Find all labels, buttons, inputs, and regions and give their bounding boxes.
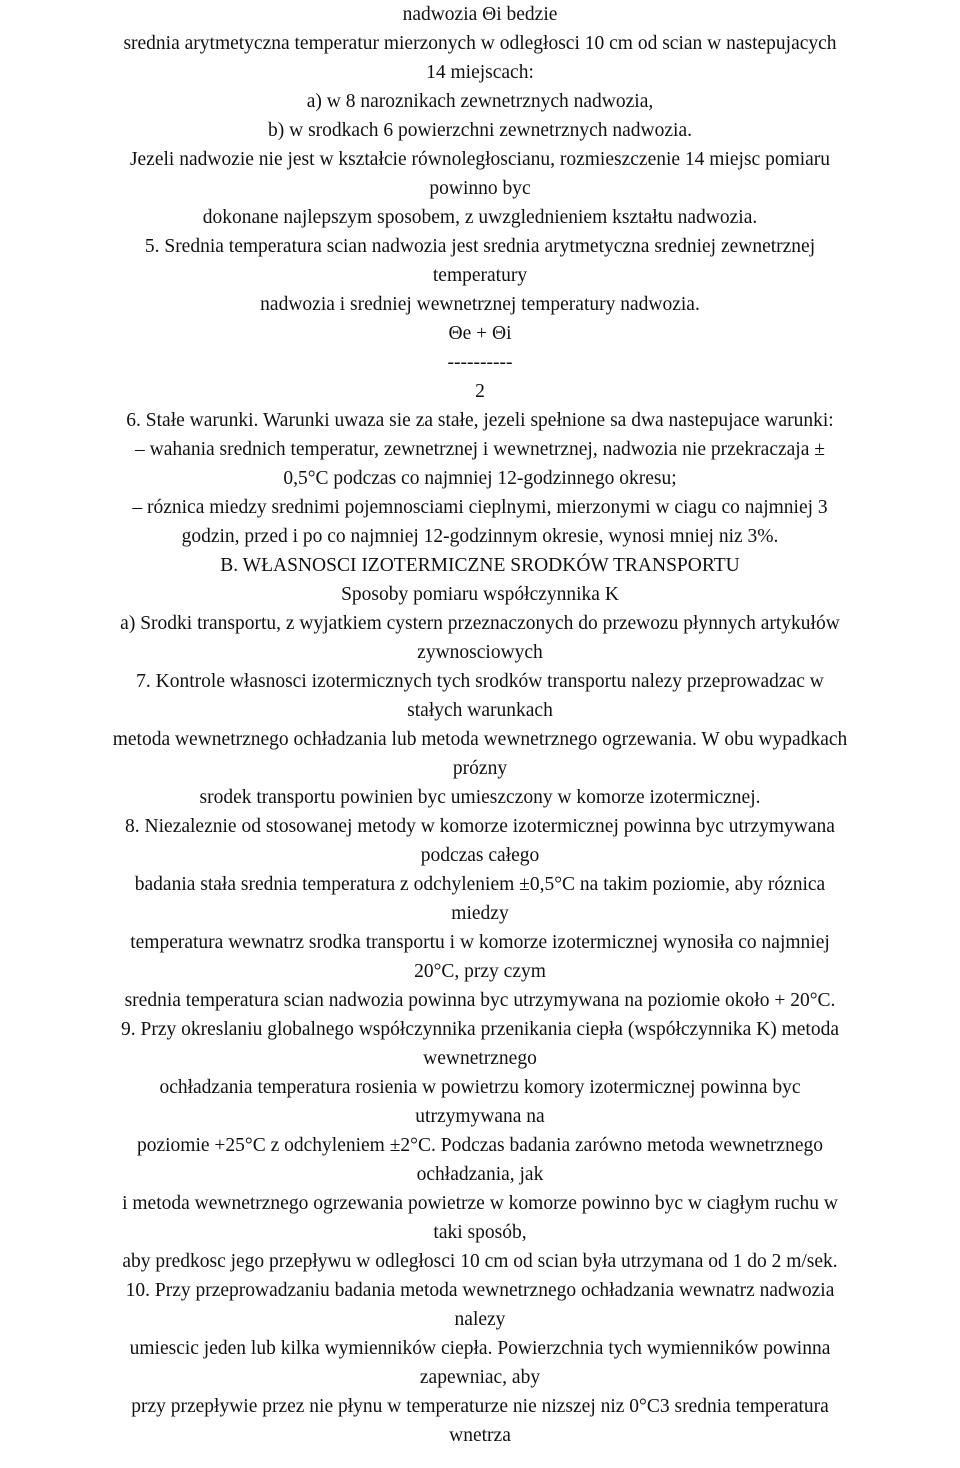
text-line: 8. Niezaleznie od stosowanej metody w komorze izotermicznej powinna byc utrzymywana (125, 816, 835, 837)
text-line: dokonane najlepszym sposobem, z uwzglednieniem kształtu nadwozia. (202, 207, 758, 228)
text-line: podczas całego (420, 845, 540, 866)
text-line: i metoda wewnetrznego ogrzewania powietrze w komorze powinno byc w ciagłym ruchu w (122, 1193, 838, 1214)
text-line: 20°C, przy czym (414, 961, 546, 982)
text-line: godzin, przed i po co najmniej 12-godzinnym okresie, wynosi mniej niz 3%. (181, 526, 779, 547)
text-line: prózny (452, 758, 508, 779)
text-line: taki sposób, (433, 1222, 527, 1243)
formula-numerator: Θe + Θi (448, 323, 512, 344)
formula-denominator: 2 (475, 381, 485, 402)
text-line: temperatura wewnatrz srodka transportu i w komorze izotermicznej wynosiła co najmniej (130, 932, 830, 953)
section-subheading: Sposoby pomiaru współczynnika K (341, 584, 619, 605)
text-line: wewnetrznego (423, 1048, 537, 1069)
text-line: 9. Przy okreslaniu globalnego współczynnika przenikania ciepła (współczynnika K) metoda (120, 1019, 840, 1040)
text-line: 14 miejscach: (426, 62, 534, 83)
section-heading: B. WŁASNOSCI IZOTERMICZNE SRODKÓW TRANSPORTU (220, 555, 740, 576)
text-line: Jezeli nadwozie nie jest w kształcie równoległoscianu, rozmieszczenie 14 miejsc pomiaru (129, 149, 831, 170)
text-line: wnetrza (449, 1425, 511, 1446)
text-line: utrzymywana na (415, 1106, 545, 1127)
text-line: srodek transportu powinien byc umieszczony w komorze izotermicznej. (199, 787, 761, 808)
text-line: a) w 8 naroznikach zewnetrznych nadwozia, (306, 91, 654, 112)
text-line: 7. Kontrole własnosci izotermicznych tych srodków transportu nalezy przeprowadzac w (136, 671, 824, 692)
text-line: zapewniac, aby (419, 1367, 541, 1388)
text-line: powinno byc (429, 178, 531, 199)
text-line: a) Srodki transportu, z wyjatkiem cystern przeznaczonych do przewozu płynnych artykułów (120, 613, 840, 634)
text-line: badania stała srednia temperatura z odchyleniem ±0,5°C na takim poziomie, aby róznica (134, 874, 826, 895)
text-line: b) w srodkach 6 powierzchni zewnetrznych nadwozia. (268, 120, 692, 141)
text-line: srednia temperatura scian nadwozia powinna byc utrzymywana na poziomie około + 20°C. (124, 990, 836, 1011)
text-line: umiescic jeden lub kilka wymienników ciepła. Powierzchnia tych wymienników powinna (129, 1338, 831, 1359)
formula-fraction-bar: ---------- (447, 352, 513, 373)
text-line: nadwozia Θi bedzie (402, 4, 558, 25)
text-line: aby predkosc jego przepływu w odległosci 10 cm od scian była utrzymana od 1 do 2 m/sek. (122, 1251, 838, 1272)
text-line: srednia arytmetyczna temperatur mierzonych w odległosci 10 cm od scian w nastepujacych (123, 33, 837, 54)
text-line: nalezy (454, 1309, 506, 1330)
text-line: – róznica miedzy srednimi pojemnosciami cieplnymi, mierzonymi w ciagu co najmniej 3 (132, 497, 828, 518)
text-line: miedzy (451, 903, 509, 924)
text-line: 6. Stałe warunki. Warunki uwaza sie za stałe, jezeli spełnione sa dwa nastepujace warunki: (126, 410, 834, 431)
text-line: nadwozia i sredniej wewnetrznej temperatury nadwozia. (260, 294, 700, 315)
text-line: 0,5°C podczas co najmniej 12-godzinnego okresu; (283, 468, 677, 489)
text-line: poziomie +25°C z odchyleniem ±2°C. Podczas badania zarówno metoda wewnetrznego (136, 1135, 823, 1156)
text-line: – wahania srednich temperatur, zewnetrznej i wewnetrznej, nadwozia nie przekraczaja ± (135, 439, 825, 460)
text-line: metoda wewnetrznego ochładzania lub metoda wewnetrznego ogrzewania. W obu wypadkach (112, 729, 848, 750)
text-line: 10. Przy przeprowadzaniu badania metoda wewnetrznego ochładzania wewnatrz nadwozia (125, 1280, 835, 1301)
text-line: 5. Srednia temperatura scian nadwozia jest srednia arytmetyczna sredniej zewnetrznej (144, 236, 816, 257)
text-line: stałych warunkach (407, 700, 553, 721)
text-line: przy przepływie przez nie płynu w temperaturze nie nizszej niz 0°C3 srednia temperatura (131, 1396, 829, 1417)
text-line: temperatury (432, 265, 528, 286)
text-line: ochładzania, jak (416, 1164, 544, 1185)
text-line: ochładzania temperatura rosienia w powietrzu komory izotermicznej powinna byc (159, 1077, 801, 1098)
text-line: zywnosciowych (417, 642, 543, 663)
